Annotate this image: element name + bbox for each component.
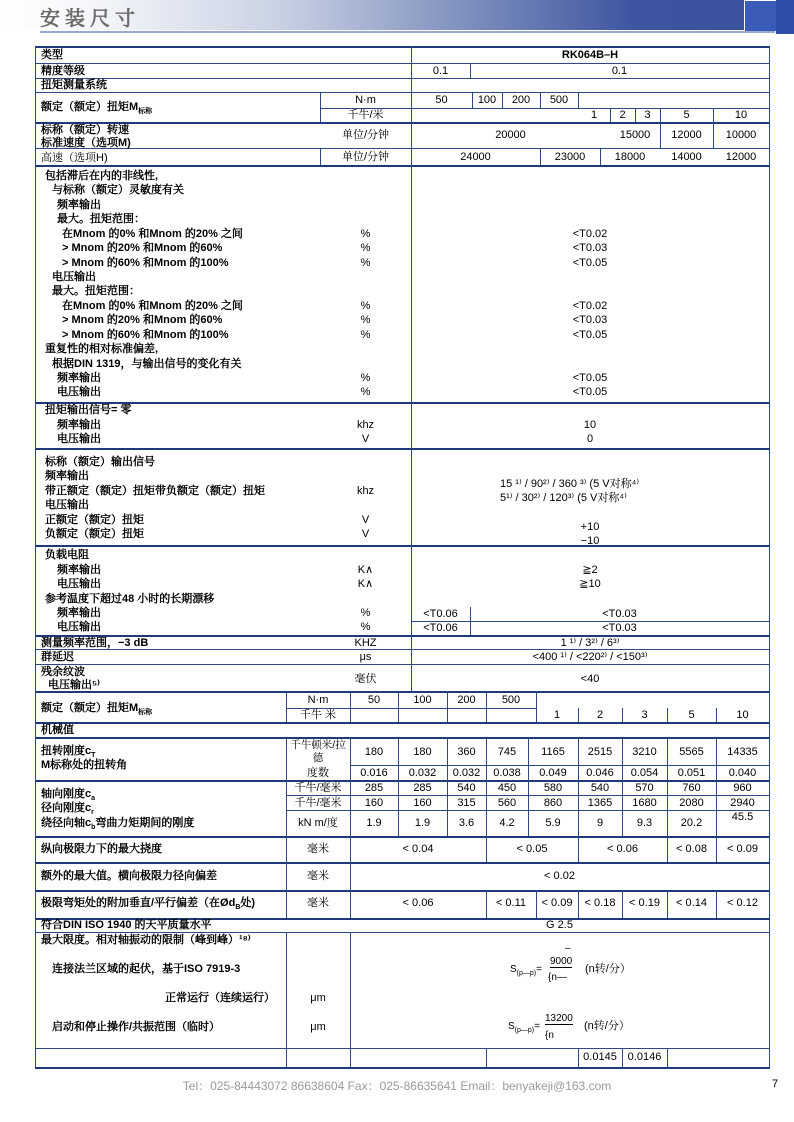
spec-value: −10 (580, 535, 600, 547)
tilt-value: < 0.12 (727, 897, 758, 909)
bending-value: 1.9 (366, 817, 382, 829)
unit-nm: N·m (355, 94, 376, 106)
spec-line: 最大。扭矩范围： (52, 285, 140, 297)
bending-value: 3.6 (458, 817, 475, 829)
spec-line: 在Mnom 的0% 和Mnom 的20% 之间 (62, 228, 243, 240)
unit-mm: 毫米 (307, 870, 329, 882)
tilt-value: < 0.14 (676, 897, 707, 909)
knm-value: 10 (734, 109, 748, 121)
formula-unit: (n转/分） (584, 1020, 630, 1032)
spec-line: 正额定（额定）扭矩 (45, 514, 144, 526)
torsion-value: 2515 (587, 746, 613, 758)
deflection-value: < 0.06 (607, 843, 638, 855)
deflection-value: < 0.04 (402, 843, 434, 855)
spec-line: 电压输出 (57, 433, 101, 445)
deg-value: 0.038 (493, 767, 521, 779)
unit-knm: 千牛/米 (347, 109, 384, 121)
knm-value: 3 (644, 109, 651, 121)
high-speed-value: 24000 (460, 151, 491, 163)
spec-line: 电压输出 (52, 271, 96, 283)
torque-system-label: 扭矩测量系统 (41, 79, 107, 91)
radial-value: 315 (457, 797, 476, 809)
spec-value: 5¹⁾ / 30²⁾ / 120³⁾ (5 V对称⁴⁾ (500, 492, 627, 504)
torsion-value: 745 (497, 746, 517, 758)
spec-line: 电压输出 (57, 621, 101, 633)
bending-value: 9.3 (636, 817, 653, 829)
spec-value: <T0.03 (572, 242, 608, 254)
formula-unit: (n转/分） (585, 963, 631, 975)
formula-numerator: 13200 (545, 1013, 573, 1024)
radial-value: 2080 (679, 797, 704, 809)
axial-label: 轴向刚度$c_a$ (41, 788, 96, 803)
header-decoration-bar (776, 0, 794, 34)
radial-value: 160 (413, 797, 432, 809)
unit-kn-mm: 千牛/毫米 (294, 797, 342, 809)
deg-value: 0.032 (452, 767, 481, 779)
spec-value: 15 ¹⁾ / 90²⁾ / 360 ³⁾ (5 V对称⁴⁾ (500, 478, 640, 490)
radial-value: 1365 (587, 797, 613, 809)
std-speed-value: 12000 (671, 129, 702, 141)
spec-line: 负额定（额定）扭矩 (45, 528, 144, 540)
bending-value: 9 (596, 817, 604, 829)
deg-value: 0.054 (630, 767, 659, 779)
spec-value: <40 (580, 673, 600, 685)
unit-percent: % (360, 386, 371, 398)
accuracy-value: 0.1 (432, 65, 449, 77)
unit-percent: % (360, 372, 371, 384)
axial-value: 285 (413, 782, 432, 794)
formula-numerator: 9000 (550, 956, 573, 967)
spec-line: 频率输出 (45, 470, 89, 482)
radial-value: 560 (497, 797, 517, 809)
unit-percent: % (360, 314, 371, 326)
spec-line: 在Mnom 的0% 和Mnom 的20% 之间 (62, 300, 243, 312)
axial-value: 540 (590, 782, 610, 794)
radial-deviation-value: < 0.02 (544, 870, 575, 882)
bending-value: 5.9 (545, 817, 561, 829)
unit-khz: khz (356, 419, 375, 431)
high-speed-value: 23000 (554, 151, 586, 163)
tilt-value: < 0.06 (402, 897, 434, 909)
unit-percent: % (360, 242, 371, 254)
unit-mv: 毫伏 (354, 673, 377, 685)
radial-value: 1680 (632, 797, 657, 809)
torsion-value: 1165 (541, 746, 565, 758)
spec-value: <T0.06 (423, 622, 458, 634)
spec-line: 电压输出 (57, 578, 101, 590)
unit-deg: 度数 (307, 767, 329, 779)
accuracy-value: 0.1 (611, 65, 628, 77)
knm-value: 3 (641, 709, 648, 721)
deg-value: 0.049 (539, 767, 567, 779)
deg-value: 0.046 (586, 767, 614, 779)
deflection-value: < 0.08 (676, 843, 707, 855)
spec-line: 频率输出 (57, 607, 101, 619)
unit-um: μm (310, 1021, 326, 1033)
speed-label: 标称（额定）转速 (41, 124, 129, 136)
spec-value: <T0.03 (602, 608, 637, 620)
accuracy-label: 精度等级 (41, 65, 85, 77)
torsion-angle-label: M标称处的扭转角 (41, 759, 128, 771)
spec-value: <T0.03 (572, 314, 608, 326)
type-value: RK064B–H (561, 49, 619, 61)
formula-denominator: {n (545, 1030, 554, 1041)
unit-nm: N·m (307, 694, 329, 706)
spec-value: <T0.05 (572, 372, 608, 384)
tilt-label: 极限弯矩处的附加垂直/平行偏差（在$Ød_B$处) (41, 897, 256, 912)
formula-dash: – (565, 943, 571, 954)
zero-signal-title: 扭矩输出信号= 零 (45, 404, 132, 416)
axial-value: 285 (364, 782, 384, 794)
deg-value: 0.051 (677, 767, 706, 779)
spec-line: 最大。扭矩范围： (57, 213, 145, 225)
bending-value: 45.5 (731, 811, 754, 823)
deg-value: 0.040 (728, 767, 757, 779)
footer-contact: Tel：025-84443072 86638604 Fax：025-86635641 Email：benyakeji@163.com (182, 1079, 612, 1093)
deflection-value: < 0.09 (727, 843, 758, 855)
spec-value: ≧2 (582, 564, 598, 576)
mechanical-title: 机械值 (41, 724, 74, 736)
axial-value: 450 (497, 782, 517, 794)
deflection-value: < 0.05 (516, 843, 548, 855)
spec-value: <T0.05 (572, 386, 608, 398)
spec-line: 频率输出 (57, 372, 101, 384)
flange-label: 连接法兰区域的起伏，基于ISO 7919-3 (52, 963, 241, 975)
unit-knm-deg: kN m/度 (298, 817, 338, 829)
bending-value: 20.2 (680, 817, 703, 829)
vibration-label: 最大限度。相对轴振动的限制（峰到峰）¹⁸⁾ (41, 934, 251, 946)
spec-line: > Mnom 的60% 和Mnom 的100% (62, 329, 229, 341)
knm-value: 2 (596, 709, 604, 721)
bandwidth-label: 测量频率范围，−3 dB (41, 637, 149, 649)
axial-value: 580 (543, 782, 563, 794)
unit-percent: % (360, 329, 371, 341)
spec-value: <400 ¹⁾ / <220²⁾ / <150³⁾ (532, 651, 648, 663)
speed-high-label: 高速（选项H) (41, 152, 108, 164)
spec-line: > Mnom 的20% 和Mnom 的60% (62, 314, 223, 326)
type-label: 类型 (41, 49, 63, 61)
spec-line: 电压输出⁵⁾ (48, 679, 100, 691)
knm-value: 10 (736, 709, 749, 721)
bending-label: 绕径向轴$c_b$弯曲力矩期间的刚度 (41, 817, 195, 832)
unit-k: K∧ (357, 578, 374, 590)
deg-value: 0.032 (408, 767, 437, 779)
formula-s: $S_{(p—p)}=$ (510, 964, 542, 977)
axial-value: 540 (457, 782, 476, 794)
unit-knm: 千牛 米 (299, 709, 337, 721)
start-stop-label: 启动和停止操作/共振范围（临时） (52, 1021, 221, 1033)
spec-line: 电压输出 (45, 499, 89, 511)
spec-line: 根据DIN 1319，与输出信号的变化有关 (52, 358, 242, 370)
unit-v: V (361, 514, 370, 526)
std-speed-value: 15000 (619, 129, 651, 141)
balance-value: G 2.5 (546, 919, 573, 931)
radial-value: 2940 (730, 797, 755, 809)
normal-operation-label: 正常运行（连续运行） (165, 992, 275, 1004)
bending-value: 4.2 (499, 817, 515, 829)
spec-value: <T0.06 (423, 608, 458, 620)
spec-line: 包括滞后在内的非线性, (45, 170, 159, 182)
spec-value: 0 (586, 433, 594, 445)
spec-value: <T0.05 (572, 257, 608, 269)
speed-unit: 单位/分钟 (341, 151, 390, 163)
torsion-value: 360 (457, 746, 476, 758)
spec-value: <T0.02 (572, 300, 608, 312)
knm-value: 5 (683, 109, 690, 121)
std-speed-value: 20000 (495, 129, 526, 141)
nm-value: 500 (549, 94, 569, 106)
formula-denominator: {n— (548, 972, 567, 983)
nm-value: 200 (511, 94, 531, 106)
spec-line: 与标称（额定）灵敏度有关 (52, 184, 184, 196)
spec-value: <T0.02 (572, 228, 608, 240)
unit-v: V (361, 433, 370, 445)
spec-value: ≧10 (579, 578, 601, 590)
unit-percent: % (360, 607, 371, 619)
rated-torque-label: 额定（额定）扭矩$M_{标称}$ (41, 101, 153, 116)
unit-um: μm (310, 992, 326, 1004)
tilt-value: < 0.19 (629, 897, 660, 909)
header-decoration-square (744, 0, 778, 32)
axial-value: 760 (682, 782, 701, 794)
unit-khz: khz (356, 485, 375, 497)
load-title: 负载电阻 (45, 549, 89, 561)
unit-k: K∧ (357, 564, 374, 576)
unit-knm-rad: 千牛顿米/拉德 (290, 739, 346, 764)
knm-value: 1 (590, 109, 598, 121)
radial-value: 860 (543, 797, 563, 809)
speed-unit: 单位/分钟 (341, 129, 390, 141)
unit-v: V (361, 528, 370, 540)
radial-label: 径向刚度$c_r$ (41, 802, 94, 817)
unit-mm: 毫米 (307, 843, 329, 855)
unit-kn-mm: 千牛/毫米 (294, 782, 342, 794)
ripple-label: 残余纹波 (41, 666, 85, 678)
torsion-label: 扭转刚度$c_T$ (41, 745, 96, 760)
tilt-value: < 0.09 (541, 897, 573, 909)
torsion-value: 180 (364, 746, 384, 758)
unit-mm: 毫米 (307, 897, 329, 909)
deflection-label: 纵向极限力下的最大挠度 (41, 843, 162, 855)
nominal-signal-title: 标称（额定）输出信号 (45, 456, 155, 468)
unit-percent: % (360, 300, 371, 312)
page-number: 7 (772, 1078, 779, 1090)
rated-torque-label: 额定（额定）扭矩$M_{标称}$ (41, 702, 153, 717)
page-header (0, 0, 794, 34)
group-delay-label: 群延迟 (41, 651, 74, 663)
nm-value: 50 (367, 694, 381, 706)
table-border (35, 46, 770, 48)
torsion-value: 180 (413, 746, 432, 758)
unit-percent: % (360, 228, 371, 240)
torsion-value: 5565 (679, 746, 704, 758)
radial-value: 160 (364, 797, 384, 809)
torsion-value: 3210 (632, 746, 657, 758)
formula-s: $S_{(p—p)}=$ (508, 1021, 540, 1034)
page-title: 安装尺寸 (40, 6, 140, 30)
spec-value: +10 (580, 521, 600, 533)
nm-value: 50 (435, 94, 448, 106)
axial-value: 570 (635, 782, 654, 794)
tilt-value: < 0.18 (584, 897, 616, 909)
spec-line: > Mnom 的60% 和Mnom 的100% (62, 257, 229, 269)
spec-value: <T0.03 (602, 622, 637, 634)
spec-line: 频率输出 (57, 419, 101, 431)
spec-line: 带正额定（额定）扭矩带负额定（额定）扭矩 (45, 485, 265, 497)
nm-value: 200 (457, 694, 476, 706)
nm-value: 100 (477, 94, 497, 106)
spec-line: > Mnom 的20% 和Mnom 的60% (62, 242, 223, 254)
vibration-value: 0.0146 (627, 1051, 662, 1063)
header-underline (40, 31, 775, 33)
unit-percent: % (360, 621, 371, 633)
spec-line: 电压输出 (57, 386, 101, 398)
drift-title: 参考温度下超过48 小时的长期漂移 (45, 593, 215, 605)
table-border (35, 46, 36, 692)
balance-label: 符合DIN ISO 1940 的天平质量水平 (41, 919, 212, 931)
torsion-value: 14335 (727, 746, 758, 758)
std-speed-value: 10000 (725, 129, 757, 141)
tilt-value: < 0.11 (495, 897, 527, 909)
radial-deviation-label: 额外的最大值。横向极限力径向偏差 (41, 870, 217, 882)
spec-value: 10 (583, 419, 597, 431)
spec-line: 频率输出 (57, 199, 101, 211)
knm-value: 1 (553, 709, 561, 721)
axial-value: 960 (733, 782, 752, 794)
nm-value: 500 (501, 694, 521, 706)
spec-line: 频率输出 (57, 564, 101, 576)
table-border (769, 46, 770, 692)
unit-us: μs (359, 651, 372, 663)
nm-value: 100 (413, 694, 432, 706)
unit-khz: KHZ (354, 637, 377, 649)
spec-value: 1 ¹⁾ / 3²⁾ / 6³⁾ (560, 637, 620, 649)
unit-percent: % (360, 257, 371, 269)
knm-value: 5 (688, 709, 695, 721)
high-speed-value: 12000 (725, 151, 757, 163)
knm-value: 2 (619, 109, 626, 121)
bending-value: 1.9 (414, 817, 431, 829)
spec-line: 重复性的相对标准偏差, (45, 343, 159, 355)
deg-value: 0.016 (360, 767, 388, 779)
spec-value: <T0.05 (572, 329, 608, 341)
high-speed-value: 14000 (671, 151, 702, 163)
speed-standard-label: 标准速度（选项M) (41, 137, 131, 149)
high-speed-value: 18000 (614, 151, 646, 163)
vibration-value: 0.0145 (583, 1051, 617, 1063)
